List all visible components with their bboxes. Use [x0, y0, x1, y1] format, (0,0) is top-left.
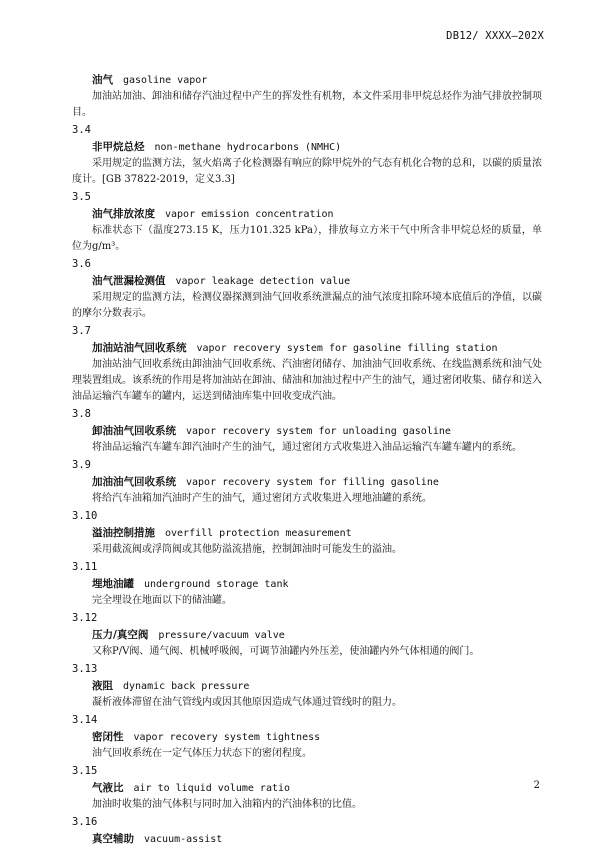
term-english: vapor leakage detection value: [175, 276, 351, 287]
clause-number: 3.15: [72, 765, 98, 777]
term-english: vacuum-assist: [144, 834, 223, 845]
term-chinese: 卸油油气回收系统: [92, 425, 176, 437]
term-english: air to liquid volume ratio: [133, 783, 291, 794]
term-english: vapor recovery system for unloading gasoline: [186, 426, 451, 437]
clause-number: 3.9: [72, 459, 91, 471]
term-chinese: 埋地油罐: [92, 578, 134, 590]
term-heading: [92, 780, 542, 797]
term-entry: [72, 660, 542, 711]
term-entry: [72, 255, 542, 322]
term-english: vapor recovery system for gasoline filling station: [196, 343, 498, 354]
page-number: 2: [533, 780, 540, 791]
term-english: gasoline vapor: [123, 75, 208, 86]
term-definition: 采用规定的监测方法，检测仪器探测到油气回收系统泄漏点的油气浓度扣除环境本底值后的净值，以碳的摩尔分数表示。: [72, 292, 542, 319]
term-heading: [92, 627, 542, 644]
term-heading: [92, 729, 542, 746]
term-heading: [92, 423, 542, 440]
term-heading: [92, 206, 542, 223]
term-chinese: 油气: [92, 74, 113, 86]
term-chinese: 油气泄漏检测值: [92, 275, 166, 287]
term-entry: [72, 456, 542, 507]
term-definition: 又称P/V阀、通气阀、机械呼吸阀，可调节油罐内外压差，使油罐内外气体相通的阀门。: [92, 646, 480, 657]
term-chinese: 加油站油气回收系统: [92, 342, 187, 354]
term-chinese: 油气排放浓度: [92, 208, 155, 220]
term-chinese: 气液比: [92, 782, 124, 794]
clause-number: 3.6: [72, 258, 91, 270]
term-entry: [72, 558, 542, 609]
clause-number: 3.11: [72, 561, 98, 573]
term-english: vapor recovery system for filling gasoline: [186, 477, 439, 488]
term-chinese: 液阻: [92, 680, 113, 692]
term-chinese: 压力/真空阀: [92, 629, 149, 641]
term-definition: 凝析液体滞留在油气管线内或因其他原因造成气体通过管线时的阻力。: [92, 697, 402, 708]
term-english: non-methane hydrocarbons (NMHC): [154, 142, 342, 153]
term-heading: [92, 474, 542, 491]
terms-list: [72, 72, 542, 848]
term-entry: [72, 507, 542, 558]
term-chinese: 溢油控制措施: [92, 527, 155, 539]
term-definition: 油气回收系统在一定气体压力状态下的密闭程度。: [92, 748, 312, 759]
term-chinese: 真空辅助: [92, 833, 134, 845]
clause-number: 3.7: [72, 325, 91, 337]
term-heading: [92, 831, 542, 848]
term-definition: 加油站加油、卸油和储存汽油过程中产生的挥发性有机物，本文件采用非甲烷总烃作为油气排放控制项目。: [72, 91, 542, 118]
clause-number: 3.12: [72, 612, 98, 624]
term-definition: 完全埋设在地面以下的储油罐。: [92, 595, 232, 606]
term-heading: [92, 525, 542, 542]
term-entry: [72, 72, 542, 121]
term-heading: [92, 340, 542, 357]
clause-number: 3.5: [72, 191, 91, 203]
term-chinese: 密闭性: [92, 731, 124, 743]
term-definition: 将给汽车油箱加汽油时产生的油气，通过密闭方式收集进入埋地油罐的系统。: [92, 493, 432, 504]
term-heading: [92, 72, 542, 89]
clause-number: 3.8: [72, 408, 91, 420]
clause-number: 3.13: [72, 663, 98, 675]
clause-number: 3.4: [72, 124, 91, 136]
document-code: DB12/ XXXX—202X: [446, 30, 544, 42]
clause-number: 3.14: [72, 714, 98, 726]
term-definition: 将油品运输汽车罐车卸汽油时产生的油气，通过密闭方式收集进入油品运输汽车罐车罐内的系统。: [92, 442, 522, 453]
term-heading: [92, 139, 542, 156]
term-definition: 标准状态下（温度273.15 K，压力101.325 kPa），排放每立方米干气中所含非甲烷总烃的质量，单位为g/m³。: [72, 225, 542, 252]
term-entry: [72, 762, 542, 813]
term-entry: [72, 711, 542, 762]
term-entry: [72, 121, 542, 188]
term-entry: [72, 322, 542, 405]
term-definition: 加油时收集的油气体积与同时加入油箱内的汽油体积的比值。: [92, 799, 362, 810]
clause-number: 3.10: [72, 510, 98, 522]
term-heading: [92, 576, 542, 593]
term-definition: 加油站油气回收系统由卸油油气回收系统、汽油密闭储存、加油油气回收系统、在线监测系统和油气处理装置组成。该系统的作用是将加油站在卸油、储油和加油过程中产生的油气，通过密闭收集、储存和送入油品运输汽车罐车的罐内，运送到储油库集中回收变成汽油。: [72, 359, 542, 402]
term-chinese: 非甲烷总烃: [92, 141, 145, 153]
term-entry: [72, 609, 542, 660]
term-english: dynamic back pressure: [123, 681, 250, 692]
term-english: vapor recovery system tightness: [133, 732, 321, 743]
term-english: vapor emission concentration: [165, 209, 334, 220]
term-heading: [92, 678, 542, 695]
term-entry: [72, 405, 542, 456]
clause-number: 3.16: [72, 816, 98, 828]
term-english: pressure/vacuum valve: [158, 630, 285, 641]
term-english: underground storage tank: [144, 579, 289, 590]
term-entry: [72, 813, 542, 848]
term-definition: 采用规定的监测方法，氢火焰离子化检测器有响应的除甲烷外的气态有机化合物的总和，以碳的质量浓度计。[GB 37822-2019，定义3.3]: [72, 158, 542, 185]
term-chinese: 加油油气回收系统: [92, 476, 176, 488]
term-definition: 采用截流阀或浮筒阀或其他防溢流措施，控制卸油时可能发生的溢油。: [92, 544, 402, 555]
term-english: overfill protection measurement: [165, 528, 352, 539]
term-entry: [72, 188, 542, 255]
term-heading: [92, 273, 542, 290]
